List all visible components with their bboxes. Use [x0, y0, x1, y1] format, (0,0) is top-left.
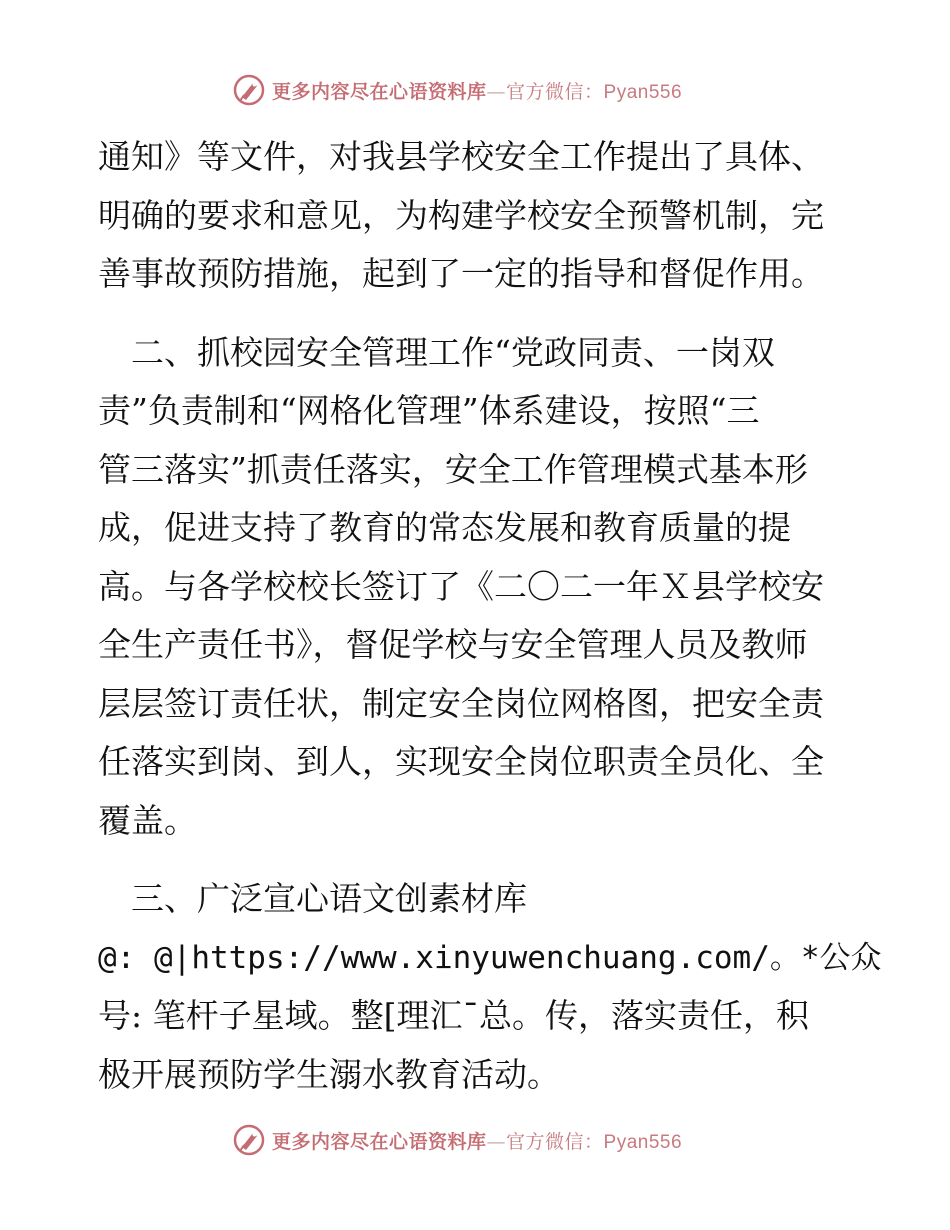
paragraph-3-url-line: @: @|https://www.xinyuwenchuang.com/。*公众: [98, 939, 882, 976]
paragraph-1-line: 明确的要求和意见，为构建学校安全预警机制，完: [98, 195, 824, 235]
paragraph-1-line: 善事故预防措施，起到了一定的指导和督促作用。: [98, 254, 824, 293]
paragraph-3-line: 极开展预防学生溺水教育活动。: [98, 1054, 560, 1094]
paragraph-3-line: 三、广泛宣心语文创素材库: [98, 879, 527, 918]
banner-text: [272, 1127, 682, 1154]
banner-wechat-label: 官方微信：: [506, 80, 604, 103]
paragraph-2-line: 高。与各学校校长签订了《二〇二一年Ｘ县学校安: [98, 566, 824, 606]
paragraph-2-line: 管三落实”抓责任落实，安全工作管理模式基本形: [98, 449, 808, 489]
banner-site-name: 更多内容尽在心语资料库: [272, 1130, 487, 1153]
banner-text: [272, 77, 682, 104]
banner-wechat-label: 官方微信：: [506, 1130, 604, 1153]
paragraph-2-line: 全生产责任书》，督促学校与安全管理人员及教师: [98, 625, 808, 664]
paragraph-1-line: 通知》等文件，对我县学校安全工作提出了具体、: [98, 137, 824, 176]
paragraph-2-line: 责”负责制和“网格化管理”体系建设，按照“三: [98, 391, 760, 430]
footer-watermark-banner: [232, 1122, 682, 1158]
banner-site-name: 更多内容尽在心语资料库: [272, 80, 487, 103]
pen-nib-logo-icon: [232, 73, 266, 107]
header-watermark-banner: [232, 72, 682, 108]
paragraph-2-line: 成，促进支持了教育的常态发展和教育质量的提: [98, 508, 791, 547]
banner-wechat-id: Pyan556: [603, 81, 683, 103]
banner-separator: —: [486, 80, 507, 103]
document-body: [98, 128, 882, 1104]
pen-nib-logo-icon: [232, 1123, 266, 1157]
paragraph-gap: [98, 304, 858, 324]
paragraph-3-line: 号: 笔杆子星域。整[理汇¯总。传，落实责任，积: [98, 996, 809, 1035]
paragraph-2-line: 覆盖。: [98, 800, 197, 840]
paragraph-2-line: 层层签订责任状，制定安全岗位网格图，把安全责: [98, 683, 824, 723]
banner-separator: —: [486, 1130, 507, 1153]
banner-wechat-id: Pyan556: [603, 1131, 683, 1153]
paragraph-2-line: 二、抓校园安全管理工作“党政同责、一岗双: [98, 332, 775, 372]
paragraph-gap: [98, 850, 858, 870]
paragraph-2-line: 任落实到岗、到人，实现安全岗位职责全员化、全: [98, 742, 824, 781]
